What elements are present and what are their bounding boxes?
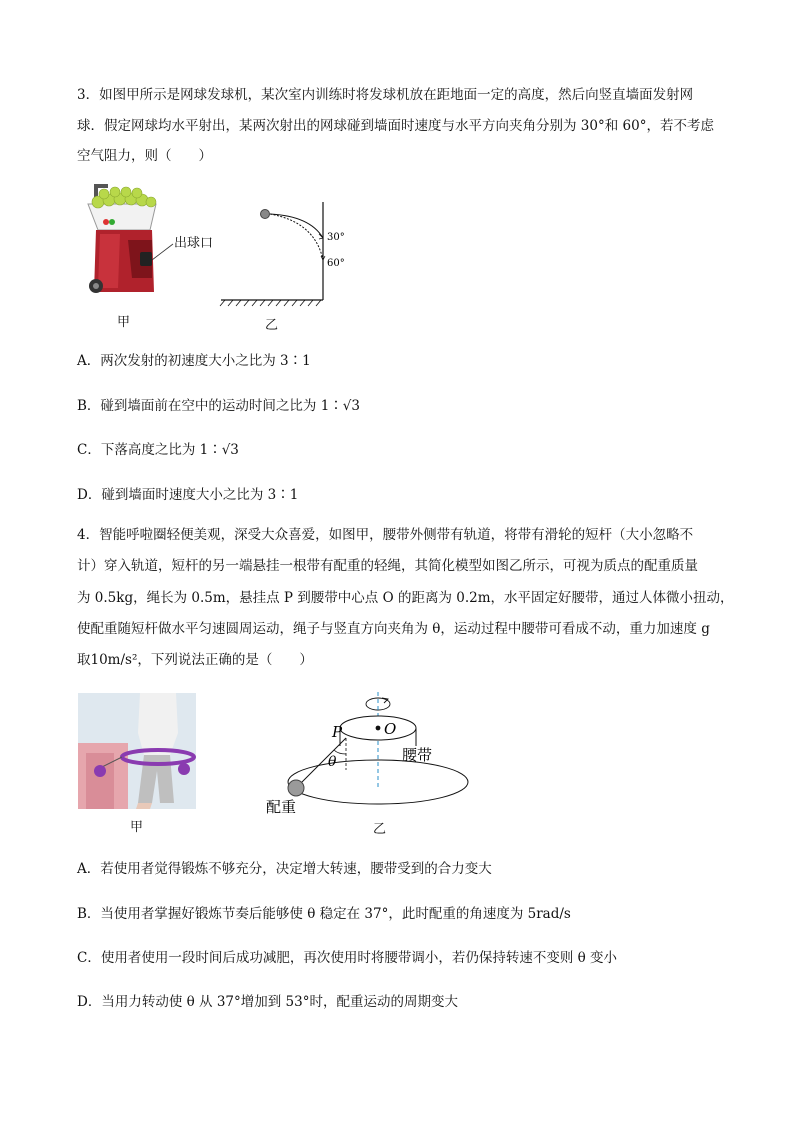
q4-option-c[interactable]: C．使用者使用一段时间后成功减肥，再次使用时将腰带调小，若仍保持转速不变则 θ 变小 (77, 950, 618, 966)
angle-30-label: 30° (327, 232, 345, 243)
q3-option-a[interactable]: A．两次发射的初速度大小之比为 3∶1 (77, 353, 311, 369)
ball-outlet-label: 出球口 (174, 236, 214, 251)
q3-stem-line3: 空气阻力，则（ ） (77, 148, 212, 164)
trajectory-diagram (215, 200, 365, 315)
label-theta: θ (328, 754, 337, 770)
q3-caption-yi: 乙 (265, 318, 279, 333)
outlet-pointer-line (80, 182, 230, 307)
q4-option-b[interactable]: B．当使用者掌握好锻炼节奏后能够使 θ 稳定在 37°，此时配重的角速度为 5rad/s (77, 906, 571, 922)
q4-stem-line3: 为 0.5kg，绳长为 0.5m，悬挂点 P 到腰带中心点 O 的距离为 0.2m，水平固定好腰带，通过人体微小扭动， (77, 590, 734, 606)
angle-60-label: 60° (327, 258, 345, 269)
ball-machine-figure (80, 182, 230, 307)
label-belt: 腰带 (402, 746, 433, 764)
label-weight: 配重 (266, 798, 297, 816)
label-O: O (384, 720, 397, 738)
q4-stem-line1: 4．智能呼啦圈轻便美观，深受大众喜爱，如图甲，腰带外侧带有轨道，将带有滑轮的短杆（大小忽略不 (77, 527, 694, 543)
hula-hoop-model-diagram (262, 690, 472, 830)
q4-stem-line2: 计）穿入轨道，短杆的另一端悬挂一根带有配重的轻绳，其简化模型如图乙所示，可视为质点的配重质量 (77, 558, 698, 574)
q4-caption-yi: 乙 (373, 822, 387, 837)
q3-option-d[interactable]: D．碰到墙面时速度大小之比为 3∶1 (77, 487, 299, 503)
q3-stem-line1: 3．如图甲所示是网球发球机，某次室内训练时将发球机放在距地面一定的高度，然后向竖直墙面发射网 (77, 87, 694, 103)
hula-hoop-photo-illustration (78, 693, 196, 809)
q3-stem-line2: 球．假定网球均水平射出，某两次射出的网球碰到墙面时速度与水平方向夹角分别为 30°和 60°，若不考虑 (77, 118, 714, 134)
hula-hoop-model-svg (262, 690, 472, 830)
q4-stem-line5: 取10m/s²，下列说法正确的是（ ） (77, 652, 313, 668)
q4-stem-line4: 使配重随短杆做水平匀速圆周运动，绳子与竖直方向夹角为 θ，运动过程中腰带可看成不动，重力加速度 g (77, 621, 710, 637)
trajectory-svg (215, 200, 365, 315)
q3-option-b[interactable]: B．碰到墙面前在空中的运动时间之比为 1∶√3 (77, 398, 360, 414)
label-P: P (332, 723, 343, 741)
q4-option-a[interactable]: A．若使用者觉得锻炼不够充分，决定增大转速，腰带受到的合力变大 (77, 861, 492, 877)
q3-option-c[interactable]: C．下落高度之比为 1∶√3 (77, 442, 239, 458)
q3-caption-jia: 甲 (117, 315, 131, 330)
q4-option-d[interactable]: D．当用力转动使 θ 从 37°增加到 53°时，配重运动的周期变大 (77, 994, 458, 1010)
q4-caption-jia: 甲 (130, 820, 144, 835)
hula-hoop-photo (78, 693, 196, 809)
